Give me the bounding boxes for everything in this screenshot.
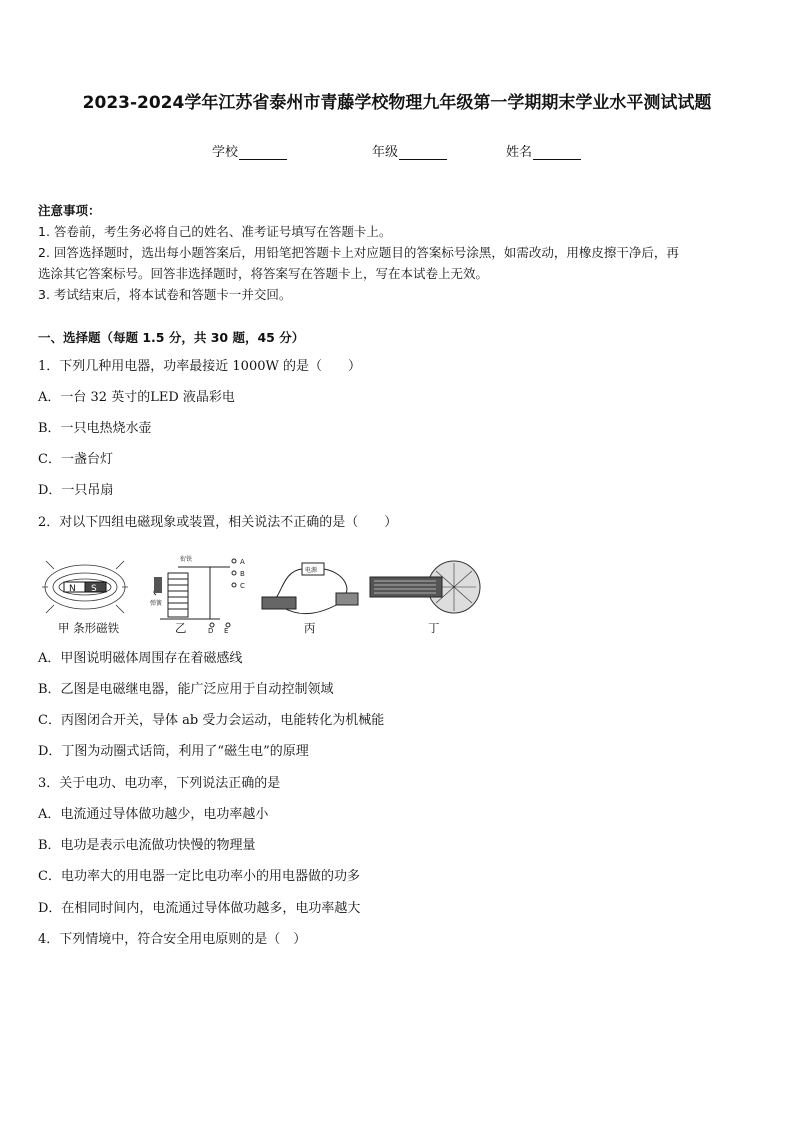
notice-item: 1. 答卷前，考生务必将自己的姓名、准考证号填写在答题卡上。 — [38, 224, 392, 239]
grade-label: 年级 — [372, 145, 399, 160]
notice-block — [38, 200, 758, 305]
magnet-s-pole: S — [91, 584, 97, 594]
q3-stem: 3．关于电功、电功率，下列说法正确的是 — [38, 776, 281, 791]
q3-option-b: B．电功是表示电流做功快慢的物理量 — [38, 838, 256, 853]
q1-option-b: B．一只电热烧水壶 — [38, 421, 152, 436]
figure-label-ding: 丁 — [428, 621, 440, 635]
figure-relay — [150, 548, 260, 638]
notice-heading: 注意事项： — [38, 203, 101, 218]
q3-option-a: A．电流通过导体做功越少，电功率越小 — [38, 807, 269, 822]
q1-option-a: A．一台 32 英寸的LED 液晶彩电 — [38, 390, 235, 405]
magnet-n-pole: N — [69, 584, 76, 594]
q2-stem: 2．对以下四组电磁现象或装置，相关说法不正确的是（ ） — [38, 515, 398, 530]
notice-item: 选涂其它答案标号。回答非选择题时，将答案写在答题卡上，写在本试卷上无效。 — [38, 266, 489, 281]
notice-item: 2. 回答选择题时，选出每小题答案后，用铅笔把答题卡上对应题目的答案标号涂黑，如需改动，用橡皮擦干净后，再 — [38, 245, 679, 260]
section-title: 一、选择题（每题 1.5 分，共 30 题，45 分） — [38, 330, 305, 345]
q2-option-b: B．乙图是电磁继电器，能广泛应用于自动控制领域 — [38, 682, 334, 697]
school-field — [212, 141, 287, 160]
school-label: 学校 — [212, 145, 239, 160]
figure-label-yi: 乙 — [175, 621, 187, 635]
relay-terminal-b: B — [240, 570, 245, 578]
relay-terminal-d: D — [208, 627, 214, 635]
figure-label-jia: 甲 条形磁铁 — [58, 621, 120, 635]
q1-option-d: D．一只吊扇 — [38, 483, 114, 498]
relay-terminal-c: C — [240, 582, 245, 590]
relay-iron-label: 衔铁 — [180, 556, 193, 563]
q1-option-c: C．一盏台灯 — [38, 452, 113, 467]
relay-spring-label: 弹簧 — [150, 600, 163, 607]
name-field — [506, 141, 581, 160]
school-blank — [239, 146, 287, 160]
notice-item: 3. 考试结束后，将本试卷和答题卡一并交回。 — [38, 287, 292, 302]
grade-blank — [399, 146, 447, 160]
q4-stem: 4．下列情境中，符合安全用电原则的是（ ） — [38, 932, 307, 947]
relay-terminal-e: E — [224, 627, 229, 635]
q2-option-d: D．丁图为动圈式话筒，利用了“磁生电”的原理 — [38, 744, 309, 759]
q1-stem: 1．下列几种用电器，功率最接近 1000W 的是（ ） — [38, 359, 361, 374]
grade-field — [372, 141, 447, 160]
q3-option-c: C．电功率大的用电器一定比电功率小的用电器做的功多 — [38, 869, 360, 884]
name-blank — [533, 146, 581, 160]
figure-label-bing: 丙 — [304, 621, 316, 635]
q2-option-c: C．丙图闭合开关，导体 ab 受力会运动，电能转化为机械能 — [38, 713, 385, 728]
figure-microphone — [366, 548, 486, 638]
q2-option-a: A．甲图说明磁体周围存在着磁感线 — [38, 651, 243, 666]
relay-terminal-a: A — [240, 558, 245, 566]
q3-option-d: D．在相同时间内，电流通过导体做功越多，电功率越大 — [38, 901, 361, 916]
power-source-label: 电源 — [305, 567, 318, 574]
name-label: 姓名 — [506, 145, 533, 160]
page-title: 2023-2024学年江苏省泰州市青藤学校物理九年级第一学期期末学业水平测试试题 — [82, 93, 712, 113]
